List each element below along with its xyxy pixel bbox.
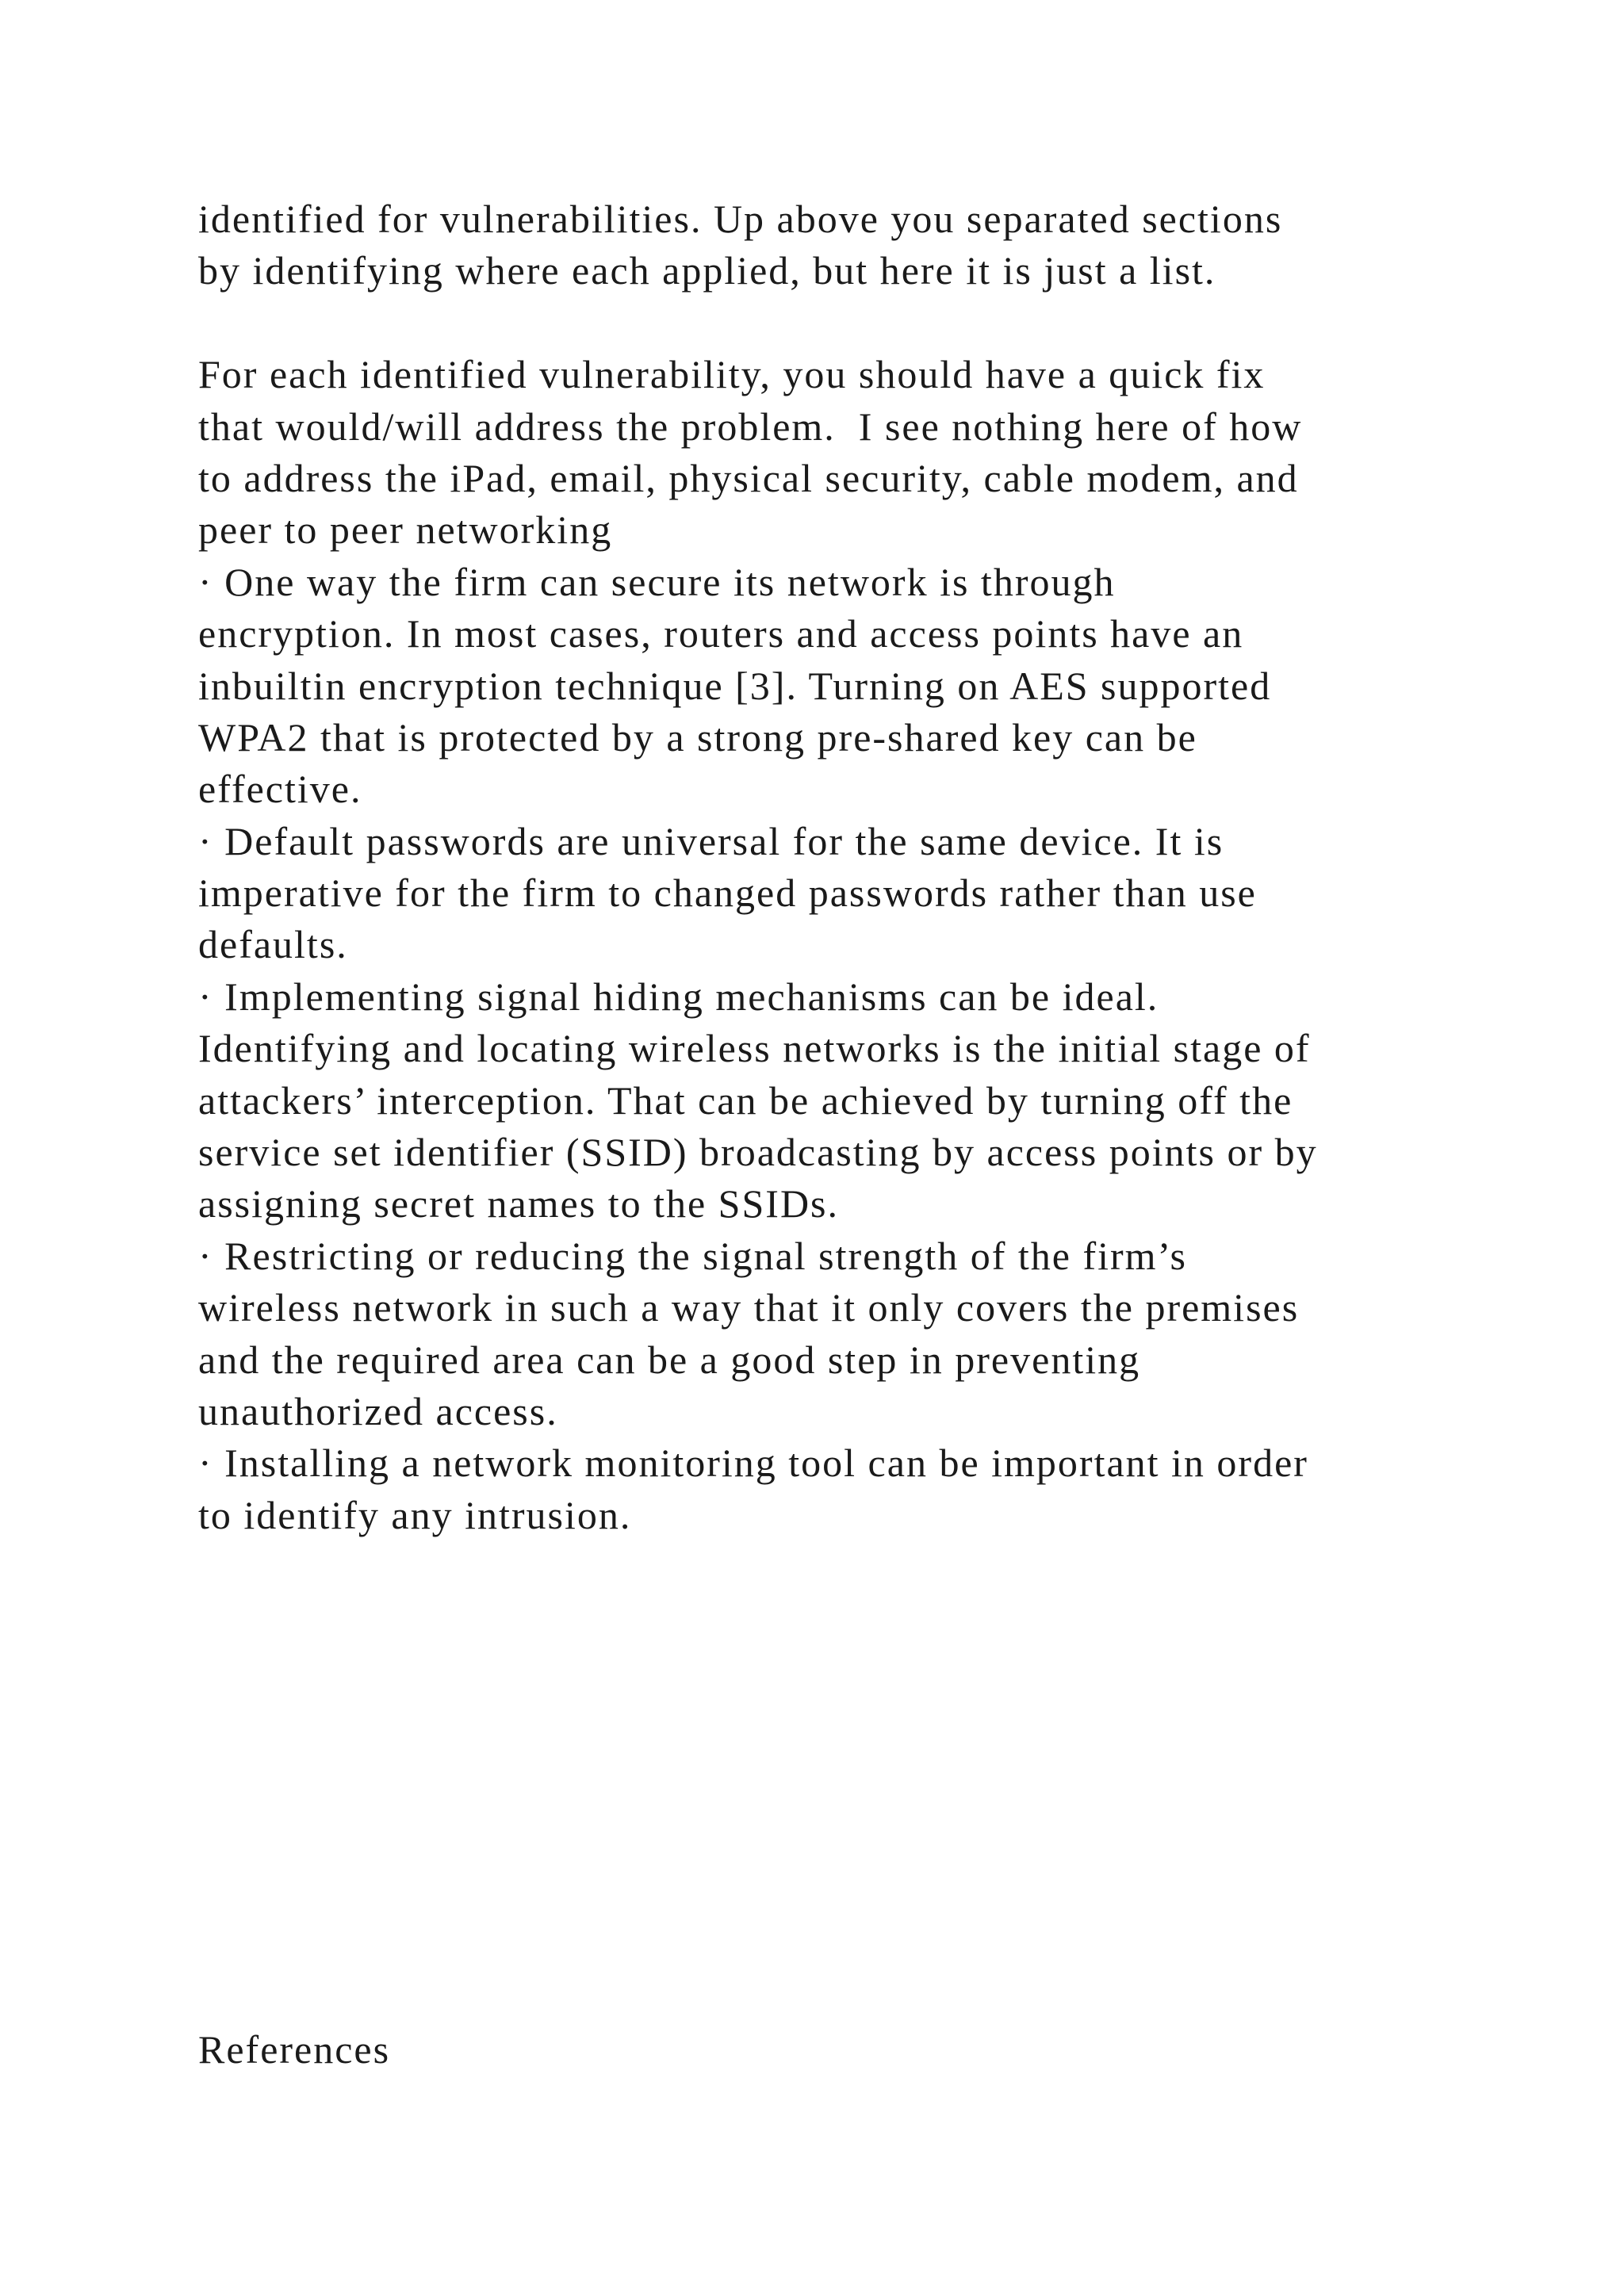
text-line: to address the iPad, email, physical security, cable modem, and [198, 455, 1299, 500]
text-line: by identifying where each applied, but here it is just a list. [198, 248, 1216, 293]
text-line: inbuiltin encryption technique [3]. Turning on AES supported [198, 663, 1272, 708]
text-line: to identify any intrusion. [198, 1492, 632, 1537]
text-line: identified for vulnerabilities. Up above you separated sections [198, 197, 1283, 241]
references-heading: References [198, 2027, 391, 2072]
blank-line [198, 297, 1467, 349]
text-line: assigning secret names to the SSIDs. [198, 1181, 840, 1226]
text-line: that would/will address the problem. I see nothing here of how [198, 404, 1303, 449]
bullet-line: · Implementing signal hiding mechanisms can be ideal. [198, 974, 1159, 1019]
text-line: WPA2 that is protected by a strong pre-shared key can be [198, 714, 1197, 760]
text-line: unauthorized access. [198, 1388, 558, 1433]
bullet-line: · Restricting or reducing the signal strength of the firm’s [198, 1233, 1187, 1278]
bullet-line: · One way the firm can secure its network is through [198, 559, 1116, 604]
bullet-line: · Installing a network monitoring tool can be important in order [198, 1441, 1308, 1486]
document-body [198, 193, 1467, 1541]
text-line: and the required area can be a good step in preventing [198, 1337, 1141, 1382]
text-line: attackers’ interception. That can be achieved by turning off the [198, 1077, 1293, 1123]
text-line: peer to peer networking [198, 507, 613, 553]
text-line: encryption. In most cases, routers and access points have an [198, 611, 1244, 656]
text-line: effective. [198, 767, 362, 812]
bullet-line: · Default passwords are universal for the same device. It is [198, 818, 1224, 863]
text-line: Identifying and locating wireless networks is the initial stage of [198, 1026, 1311, 1071]
text-line: wireless network in such a way that it only covers the premises [198, 1285, 1300, 1330]
text-line: service set identifier (SSID) broadcasting by access points or by [198, 1130, 1318, 1175]
text-line: defaults. [198, 922, 348, 967]
text-line: imperative for the firm to changed passwords rather than use [198, 871, 1257, 916]
text-line: For each identified vulnerability, you should have a quick fix [198, 352, 1266, 397]
